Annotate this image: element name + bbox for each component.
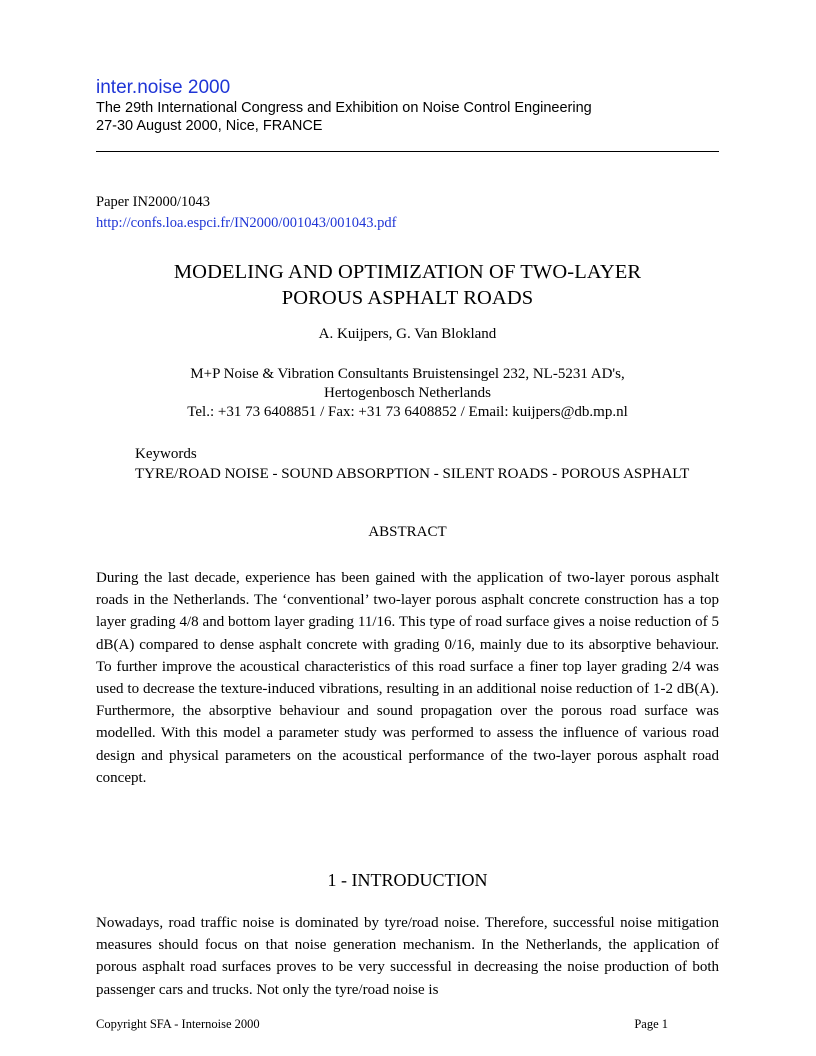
keywords-text: TYRE/ROAD NOISE - SOUND ABSORPTION - SILENT ROADS - POROUS ASPHALT xyxy=(135,465,690,482)
abstract-text: During the last decade, experience has been gained with the application of two-layer porous asphalt roads in the Netherlands. The ‘conventional’ two-layer porous asphalt concrete construction has a top layer grading 4/8 and bottom layer grading 11/16. This type of road surface gives a noise reduction of 5 dB(A) compared to dense asphalt concrete with grading 0/16, mainly due to its absorptive behaviour. To further improve the acoustical characteristics of this road surface a finer top layer grading 2/4 was used to decrease the texture-induced vibrations, resulting in an additional noise reduction of 1-2 dB(A). Furthermore, the absorptive behaviour and sound propagation over the porous road surface was modelled. With this model a parameter study was performed to assess the influence of various road design and physical parameters on the acoustical performance of the two-layer porous asphalt road concept. xyxy=(96,570,719,786)
keywords-heading: Keywords xyxy=(135,446,197,462)
paper-title-line-1: MODELING AND OPTIMIZATION OF TWO-LAYER xyxy=(173,261,642,283)
keywords-block xyxy=(135,445,695,484)
paper-affiliation xyxy=(96,365,719,422)
conference-dates-location: 27-30 August 2000, Nice, FRANCE xyxy=(96,118,323,134)
paper-id: Paper IN2000/1043 xyxy=(96,194,210,210)
introduction-heading: 1 - INTRODUCTION xyxy=(327,870,488,890)
footer-copyright: Copyright SFA - Internoise 2000 xyxy=(96,1017,260,1031)
abstract-heading: ABSTRACT xyxy=(368,524,447,540)
conference-header xyxy=(96,77,719,135)
affiliation-line-2: Hertogenbosch Netherlands xyxy=(323,385,492,401)
conference-subtitle: The 29th International Congress and Exhibition on Noise Control Engineering xyxy=(96,100,592,116)
paper-authors: A. Kuijpers, G. Van Blokland xyxy=(318,326,497,342)
footer-page-number: Page 1 xyxy=(634,1017,668,1031)
conference-name: inter.noise 2000 xyxy=(96,77,231,98)
introduction-text: Nowadays, road traffic noise is dominated by tyre/road noise. Therefore, successful noise mitigation measures should focus on that noise generation mechanism. In the Netherlands, the application of porous asphalt road surfaces proves to be very successful in decreasing the noise production of both passenger cars and trucks. Not only the tyre/road noise is xyxy=(96,915,719,998)
header-divider xyxy=(96,151,719,152)
affiliation-line-3: Tel.: +31 73 6408851 / Fax: +31 73 6408852 / Email: kuijpers@db.mp.nl xyxy=(187,404,628,420)
affiliation-line-1: M+P Noise & Vibration Consultants Bruistensingel 232, NL-5231 AD's, xyxy=(190,366,625,382)
paper-title-line-2: POROUS ASPHALT ROADS xyxy=(281,287,534,309)
paper-title xyxy=(96,259,719,311)
paper-url-link[interactable]: http://confs.loa.espci.fr/IN2000/001043/001043.pdf xyxy=(96,215,397,231)
